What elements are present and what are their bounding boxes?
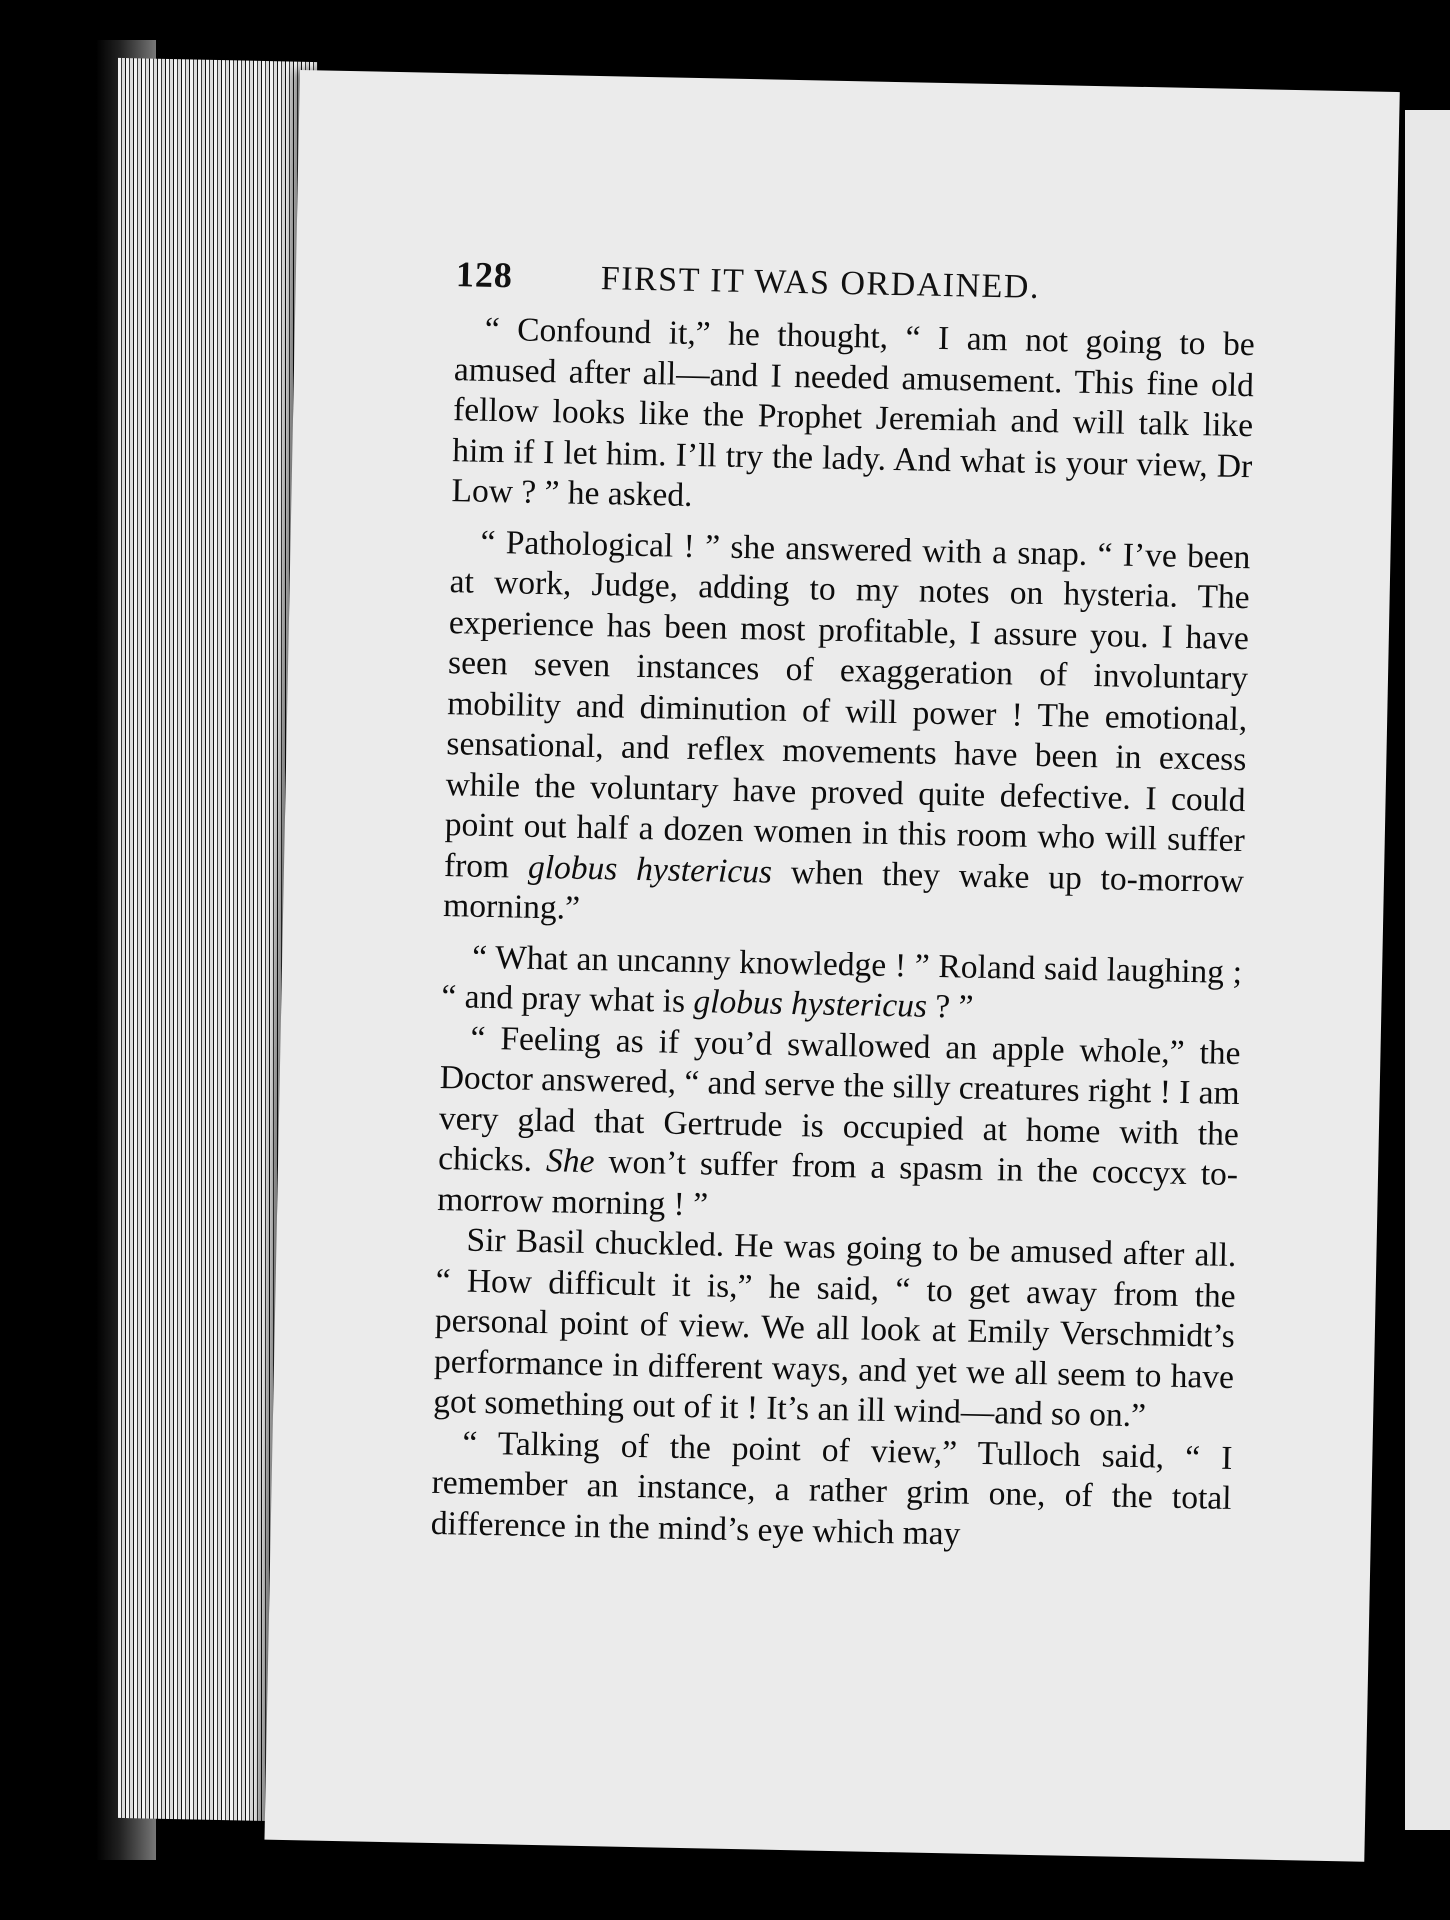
paragraph: “ Feeling as if you’d swallowed an apple whole,” the Doctor answered, “ and serve the silly creatures right ! I am very glad that Gertrude is occupied at home with the chicks. She won’t suffer from a spasm in the coccyx to-morrow morning ! ” — [436, 1019, 1241, 1223]
page-number: 128 — [455, 254, 514, 296]
paragraph: “ Confound it,” he thought, “ I am not going to be amused after all—and I needed amusement. This fine old fellow looks like the Prophet Jeremiah and will talk like him if I let him. I’ll try the lady. And what is your view, Dr Low ? ” he asked. — [451, 310, 1256, 514]
paragraph: “ Talking of the point of view,” Tulloch said, “ I remember an instance, a rather grim one, of the total difference in the mind’s eye which may — [430, 1424, 1233, 1553]
facing-page-edge — [1405, 110, 1450, 1830]
paragraph: Sir Basil chuckled. He was going to be amused after all. “ How difficult it is,” he said, “ to get away from the personal point of view. We all look at Emily Verschmidt’s performance in different ways, and yet we all seem to have got something out of it ! It’s an ill wind—and so on.” — [432, 1221, 1237, 1435]
running-title: FIRST IT WAS ORDAINED. — [600, 260, 1041, 306]
paragraph: “ Pathological ! ” she answered with a snap. “ I’ve been at work, Judge, adding to my notes on hysteria. The experience has been most profitable, I assure you. I have seen seven instances of exaggeration of involuntary mobility and diminution of will power ! The emotional, sensational, and reflex movements have been in excess while the voluntary have proved quite defective. I could point out half a dozen women in this room who will suffer from globus hystericus when they wake up to-morrow morning.” — [442, 523, 1251, 927]
book-page — [264, 70, 1399, 1862]
page-header — [456, 253, 1337, 313]
paragraph: “ What an uncanny knowledge ! ” Roland said laughing ; “ and pray what is globus hystericus ? ” — [441, 938, 1243, 1026]
body-text — [430, 309, 1255, 1560]
